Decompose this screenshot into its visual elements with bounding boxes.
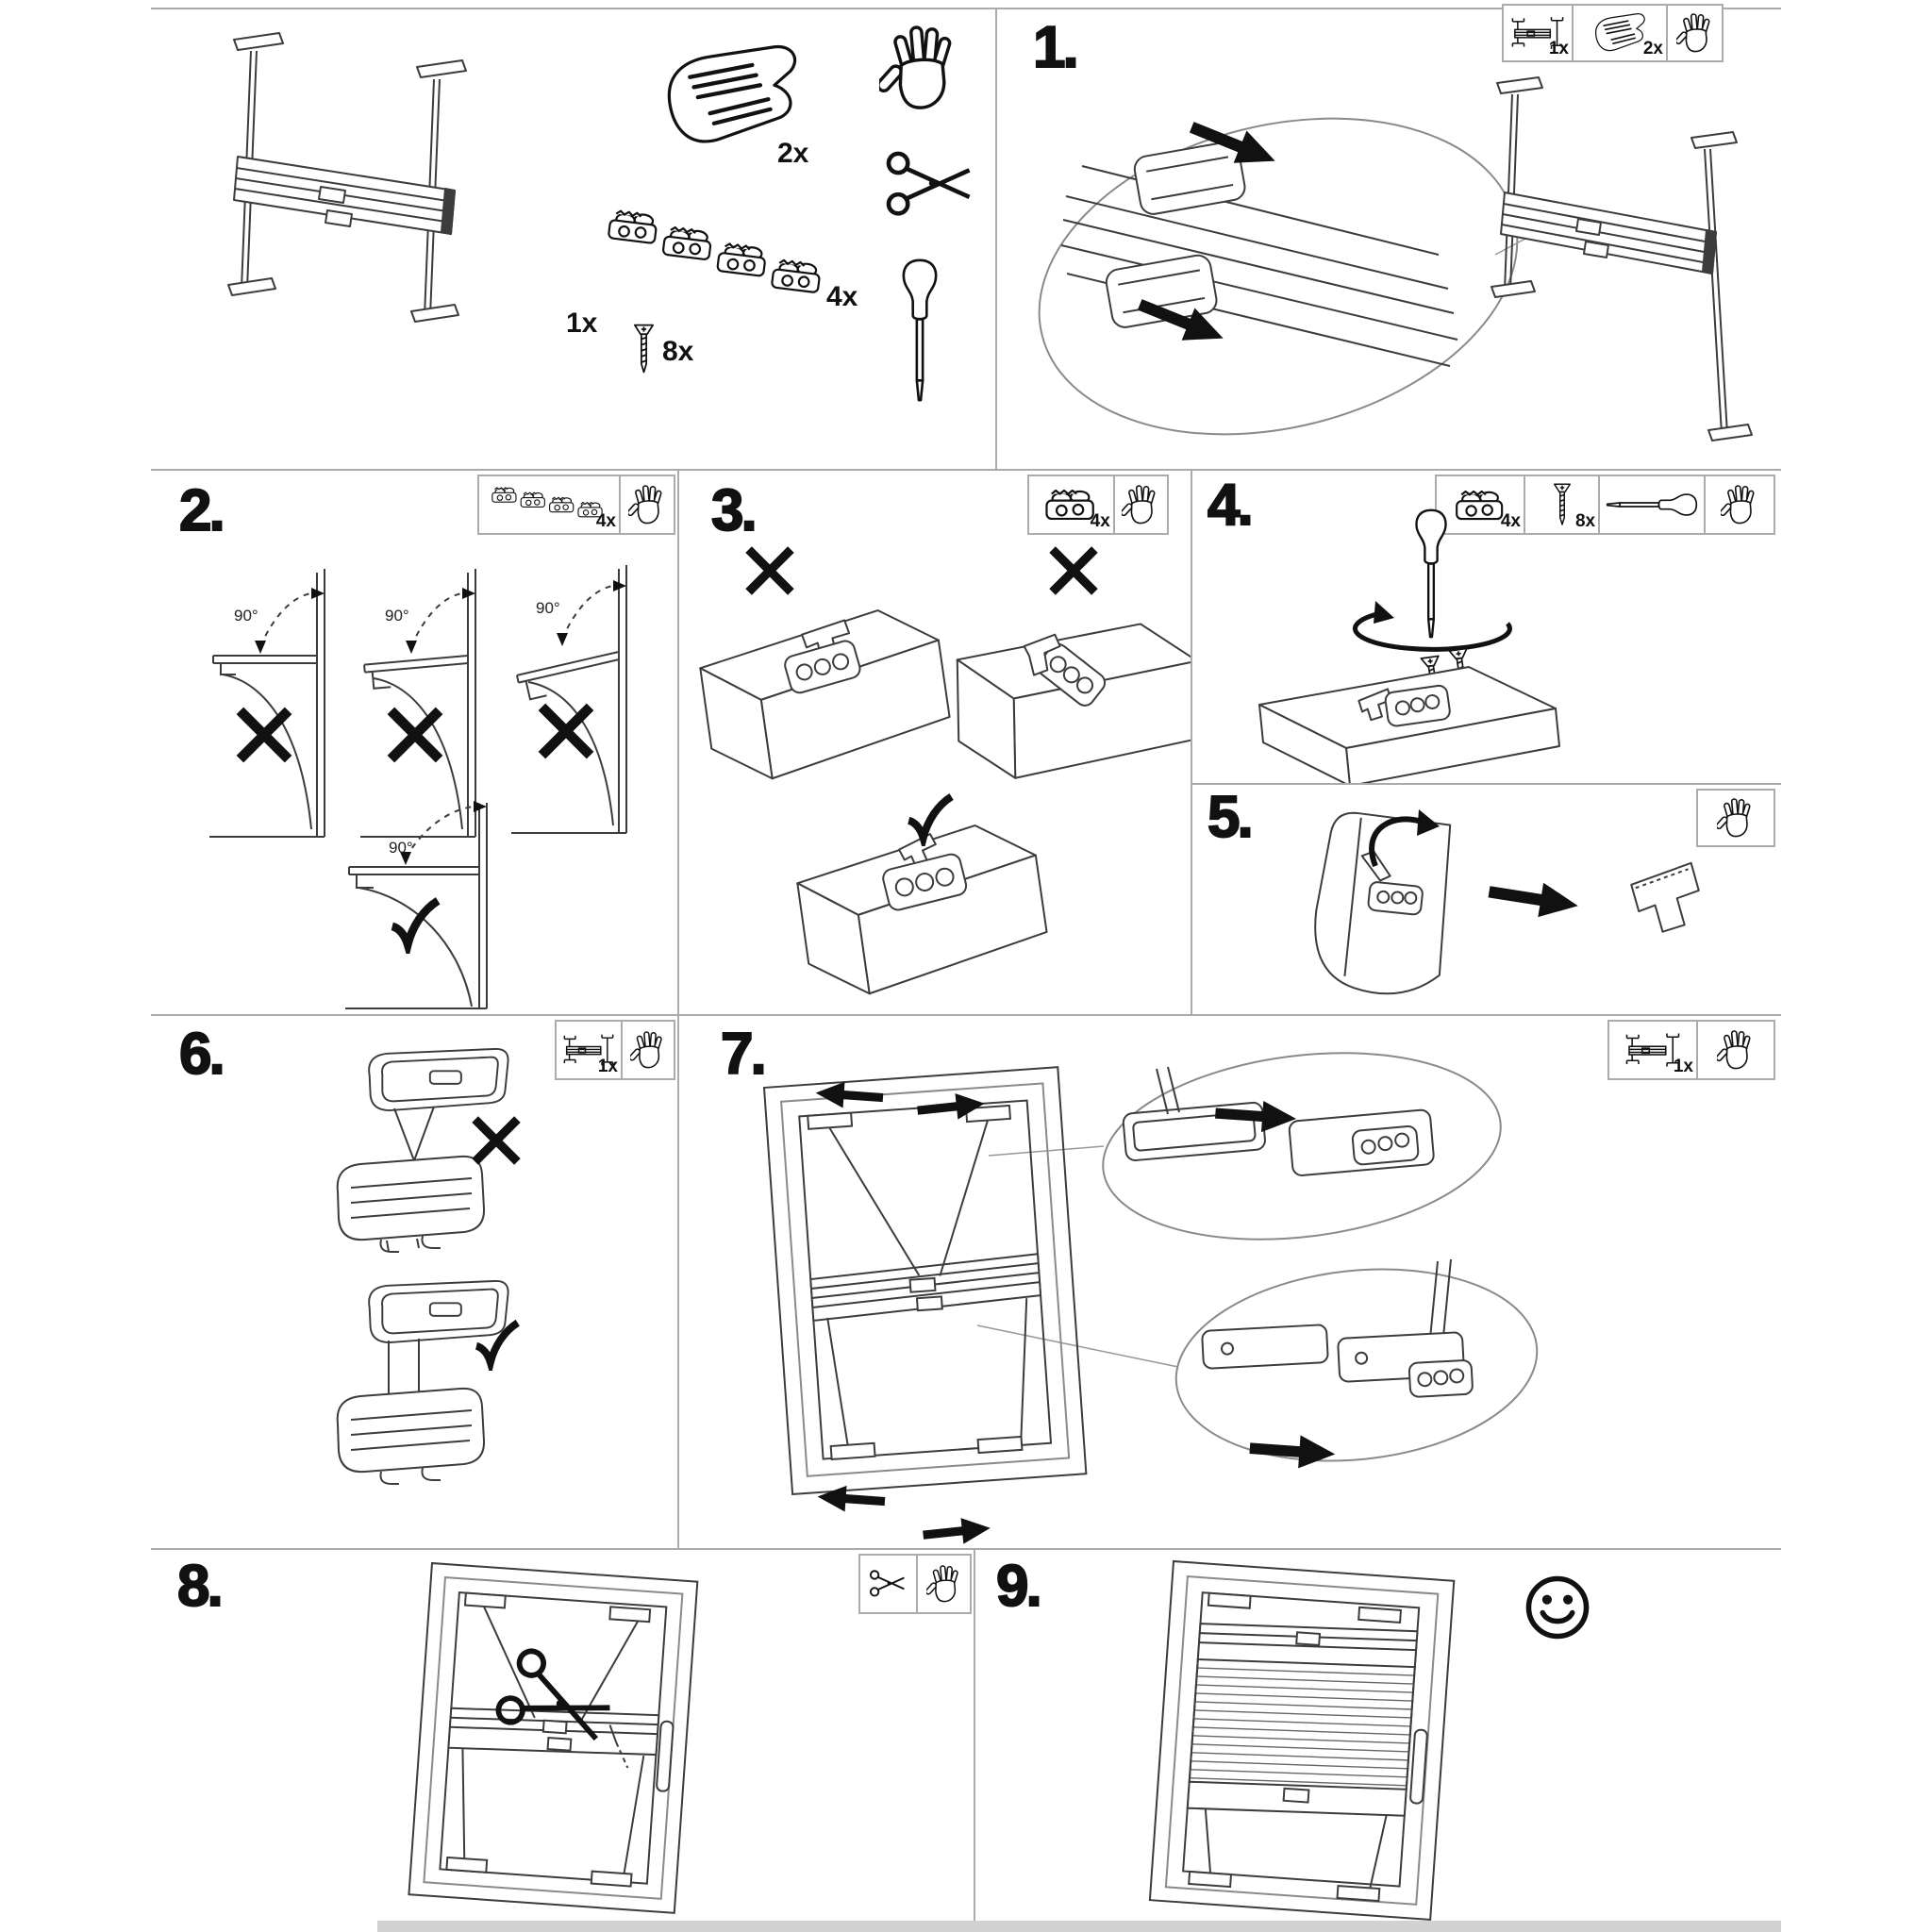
step-3-panel — [677, 469, 1191, 1014]
step-9-illustration — [974, 1548, 1781, 1932]
step-number: 9. — [996, 1554, 1040, 1619]
step-8-panel — [151, 1548, 974, 1932]
qty-label: 4x — [1090, 511, 1110, 531]
tension-bracket — [369, 1281, 508, 1342]
screwdriver-icon — [904, 260, 936, 400]
step-1-illustration — [995, 8, 1781, 469]
step-5-panel — [1191, 783, 1781, 1014]
parts-overview-panel — [151, 8, 995, 469]
qty-label: 2x — [1642, 39, 1663, 58]
step-6-illustration — [151, 1014, 677, 1548]
qty-label: 4x — [1500, 511, 1521, 531]
angle-label: 90° — [385, 607, 409, 625]
arrow-icon — [1487, 874, 1581, 923]
hand-icon — [875, 27, 951, 108]
step-2-panel — [151, 469, 677, 1014]
step-5-illustration — [1191, 783, 1781, 1014]
arrow-icon — [922, 1515, 991, 1548]
step-8-illustration — [151, 1548, 974, 1932]
headrail-end — [338, 1157, 484, 1252]
clip-part — [669, 47, 794, 142]
tension-bracket — [369, 1049, 508, 1110]
qty-label: 4x — [595, 511, 616, 531]
screwdriver-tool — [1416, 510, 1445, 637]
step-7-illustration — [677, 1014, 1781, 1548]
angle-label: 90° — [389, 839, 413, 857]
x-mark-icon — [391, 710, 439, 758]
step-number: 5. — [1208, 785, 1251, 850]
check-mark-icon — [392, 901, 438, 945]
angle-label: 90° — [234, 607, 258, 625]
blind-qty-label: 1x — [566, 308, 598, 339]
qty-label: 8x — [1574, 511, 1596, 531]
check-mark-icon — [908, 796, 951, 838]
step-number: 3. — [711, 478, 755, 543]
x-mark-icon — [475, 1120, 518, 1162]
step-number: 7. — [721, 1022, 764, 1087]
bracket-strip-part — [605, 209, 824, 292]
step-number: 4. — [1208, 473, 1251, 538]
step-number: 8. — [177, 1554, 221, 1619]
bracket-strip-qty-label: 4x — [826, 281, 858, 312]
clip-qty-label: 2x — [777, 138, 809, 169]
smiley-icon — [1528, 1578, 1586, 1636]
step-6-panel — [151, 1014, 677, 1548]
step-2-illustration — [151, 469, 677, 1014]
qty-label: 1x — [1673, 1057, 1693, 1076]
qty-label: 1x — [1548, 39, 1569, 58]
scissors-icon — [889, 154, 970, 213]
angle-label: 90° — [536, 599, 560, 617]
x-mark-icon — [1053, 550, 1095, 592]
screw-qty-label: 8x — [662, 336, 694, 367]
step-number: 6. — [179, 1022, 223, 1087]
qty-label: 1x — [597, 1057, 618, 1076]
step-1-panel — [995, 8, 1781, 469]
headrail-end — [338, 1389, 484, 1484]
x-mark-icon — [749, 550, 791, 592]
screw-part — [635, 325, 653, 373]
step-4-panel — [1191, 469, 1781, 783]
step-3-illustration — [677, 469, 1191, 1014]
arrow-icon — [815, 1080, 884, 1111]
parts-overview-illustration — [151, 8, 995, 469]
step-4-illustration — [1191, 469, 1781, 783]
x-mark-icon — [541, 707, 590, 755]
step-7-panel — [677, 1014, 1781, 1548]
step-number: 1. — [1033, 15, 1076, 80]
x-mark-icon — [240, 710, 288, 758]
step-number: 2. — [179, 478, 223, 543]
step-9-panel — [974, 1548, 1781, 1932]
